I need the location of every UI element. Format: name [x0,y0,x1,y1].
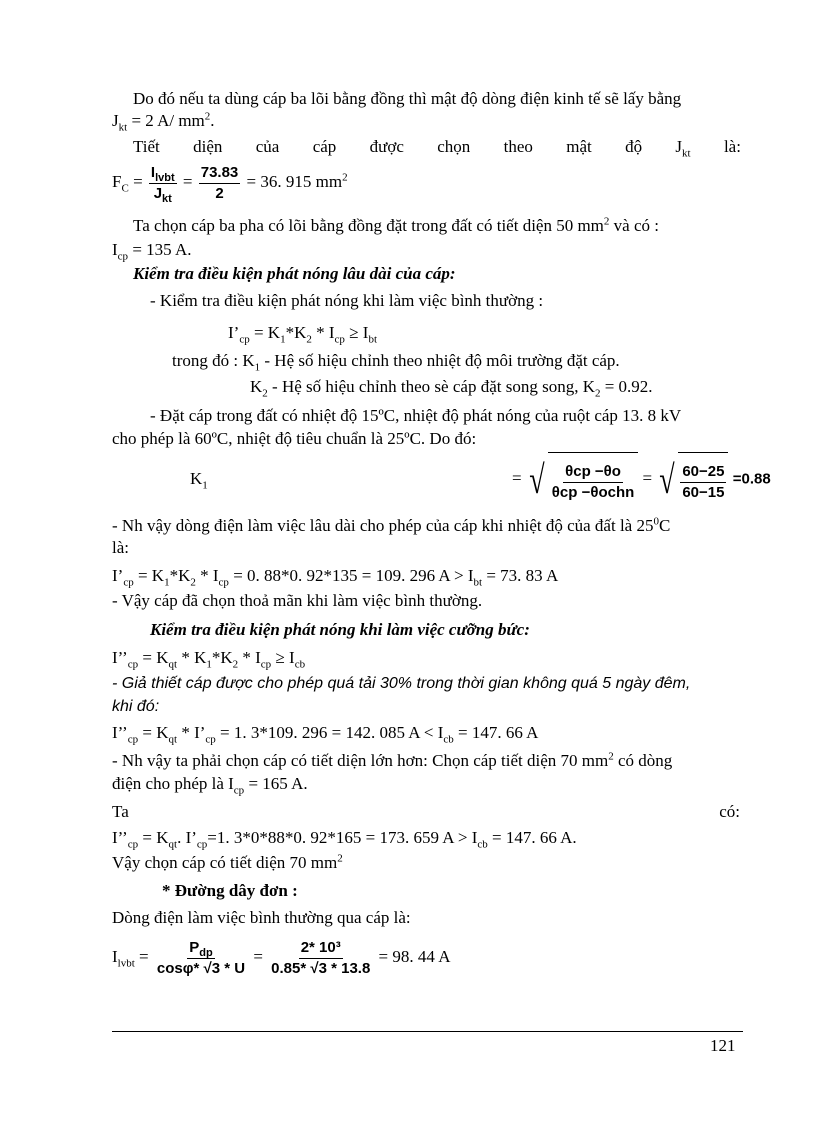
para-line-8: - Kiểm tra điều kiện phát nóng khi làm việc bình thường : [150,291,544,310]
para-line-16: là: [112,538,129,557]
formula-l23: $I’’_{cp} = K_{qt}$ * $I’_{cp} = 1$. 3*109. 296 = 142. 085 $A < I_{cb} = 147$. 66 A [112,723,539,746]
formula-fc: $F_C$ = $\frac{I_{lvbt}}{J_{kt}}$ = $\frac{73.83}{2}$ = 36. 915 $mm^2$ [112,163,348,205]
para-line-6: $I_{cp} = 135$ A. [112,240,192,263]
para-line-13: cho phép là 60ºC, nhiệt độ tiêu chuẩn là 25ºC. Do đó: [112,429,477,448]
para-line-28: Vậy chọn cáp có tiết diện 70 $mm^2$ [112,852,343,872]
formula-l20: $I’’_{cp} = K_{qt} * K_1*K_2 * I_{cp} \ge I_{cb}$ [112,648,306,671]
para-line-25: điện cho phép là $I_{cp} = 165$ A. [112,774,308,797]
para-line-26: Ta có: [112,802,740,821]
para-line-2: $J_{kt} = 2$ A/ $mm^2$. [112,110,215,134]
para-line-18: - Vậy cáp đã chọn thoả mãn khi làm việc bình thường. [112,591,483,610]
para-line-10: trong đó : $K_1$ - Hệ số hiệu chỉnh theo nhiệt độ môi trường đặt cáp. [172,351,620,374]
page-number: 121 [710,1036,736,1055]
formula-l17: $I’_{cp} = K_1*K_2 * I_{cp} = 0$. 88*0. 92*135 = 109. 296 $A > I_{bt} = 73$. 83 A [112,566,559,589]
formula-l9: $I’_{cp} = K_1*K_2 * I_{cp} \ge I_{bt}$ [228,323,377,346]
para-line-21: - Giả thiết cáp được cho phép quá tải 30% trong thời gian không quá 5 ngày đêm, [112,675,691,692]
formula-k1-lhs: $K_1$ [190,469,208,492]
para-line-5: Ta chọn cáp ba pha có lõi bằng đồng đặt trong đất có tiết diện 50 $mm^2$ và có : [133,215,659,235]
para-line-22: khi đó: [112,698,160,715]
para-line-1: Do đó nếu ta dùng cáp ba lõi bằng đồng thì mật độ dòng điện kinh tế sẽ lấy bằng [133,89,682,108]
formula-k1-rhs: = √ $\frac{\text{θcp −θo}}{\text{θcp −θochn}}$ = √ $\frac{60-25}{60-15}$ =0.88 [512,452,771,507]
section-heading-3: * Đường dây đơn : [162,881,298,900]
para-line-24: - Nh vậy ta phải chọn cáp có tiết diện lớn hơn: Chọn cáp tiết diện 70 $mm^2$ có dòng [112,750,673,770]
section-heading-2: Kiểm tra điều kiện phát nóng khi làm việc cưỡng bức: [150,620,530,639]
para-line-15: - Nh vậy dòng điện làm việc lâu dài cho phép của cáp khi nhiệt độ của đất là $25^0C$ [112,515,671,535]
para-line-30: Dòng điện làm việc bình thường qua cáp là: [112,908,411,927]
formula-l27: $I’’_{cp} = K_{qt}$. $I’_{cp}=1$. 3*0*88*0. 92*165 = 173. 659 $A > I_{cb} = 147$. 66 A. [112,828,577,851]
para-line-3: Tiết diện của cáp được chọn theo mật độ $J_{kt}$ là: [133,137,741,160]
para-line-11: $K_2$ - Hệ số hiệu chỉnh theo sè cáp đặt song song, $K_2 = 0.92$. [250,377,653,400]
para-line-12: - Đặt cáp trong đất có nhiệt độ 15ºC, nhiệt độ phát nóng của ruột cáp 13. 8 kV [150,406,682,425]
footer-rule [112,1031,743,1032]
formula-ilvbt: $I_{lvbt}$ = $\frac{P_{dp}}{\cos\varphi* √3 * U}$ = $\frac{\text{2* 10³}}{0.85* √3 * 13.8}$ = 98. 44 A [112,938,451,977]
section-heading-1: Kiểm tra điều kiện phát nóng lâu dài của cáp: [133,264,456,283]
